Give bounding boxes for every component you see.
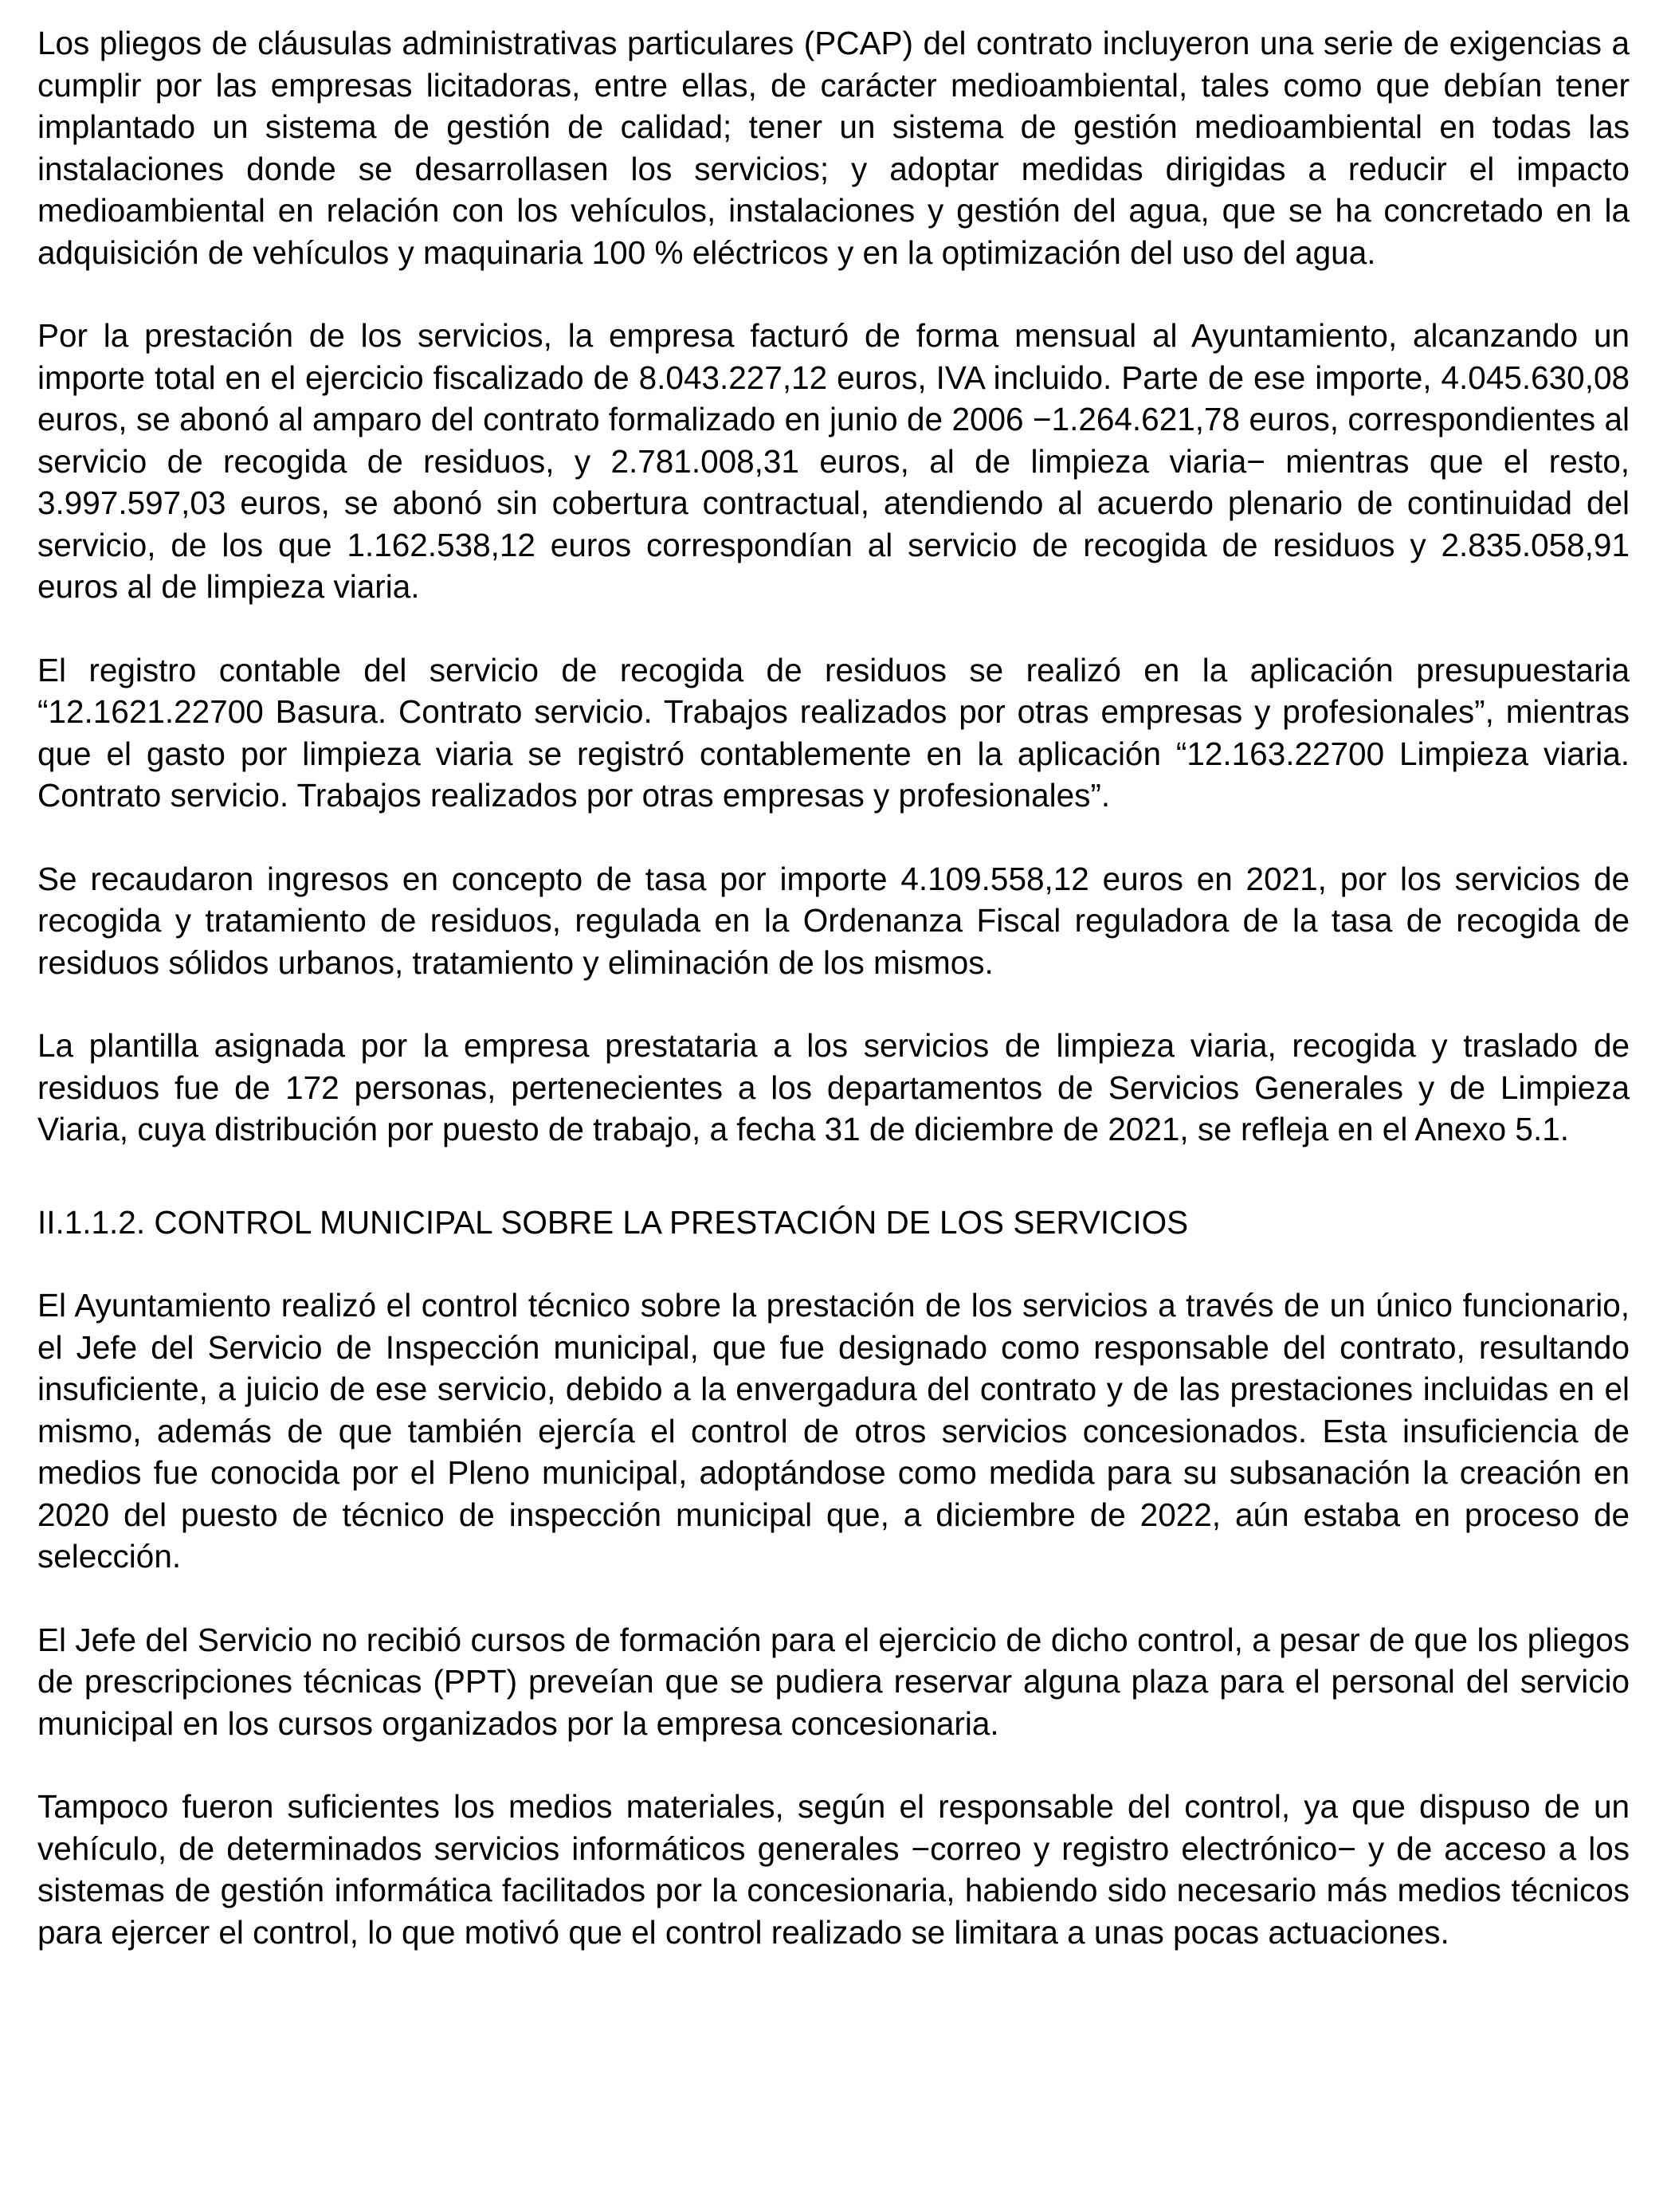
paragraph-material-means: Tampoco fueron suficientes los medios materiales, según el responsable del control, ya que dispuso de un vehículo, de determinados servicios informáticos generales −correo y registro electrónico− y de acceso a los sistemas de gestión informática facilitados por la concesionaria, habiendo sido necesario más medios técnicos para ejercer el control, lo que motivó que el control realizado se limitara a unas pocas actuaciones. [37, 1788, 1630, 1951]
paragraph-accounting-record: El registro contable del servicio de recogida de residuos se realizó en la aplicación presupuestaria “12.1621.22700 Basura. Contrato servicio. Trabajos realizados por otras empresas y profesionales”, mientras que el gasto por limpieza viaria se registró contablemente en la aplicación “12.163.22700 Limpieza viaria. Contrato servicio. Trabajos realizados por otras empresas y profesionales”. [37, 651, 1630, 814]
document-page [37, 22, 1630, 1953]
paragraph-training: El Jefe del Servicio no recibió cursos de formación para el ejercicio de dicho control, a pesar de que los pliegos de prescripciones técnicas (PPT) preveían que se pudiera reservar alguna plaza para el personal del servicio municipal en los cursos organizados por la empresa concesionaria. [37, 1621, 1630, 1742]
paragraph-technical-control: El Ayuntamiento realizó el control técnico sobre la prestación de los servicios a través de un único funcionario, el Jefe del Servicio de Inspección municipal, que fue designado como responsable del contrato, resultando insuficiente, a juicio de ese servicio, debido a la envergadura del contrato y de las prestaciones incluidas en el mismo, además de que también ejercía el control de otros servicios concesionados. Esta insuficiencia de medios fue conocida por el Pleno municipal, adoptándose como medida para su subsanación la creación en 2020 del puesto de técnico de inspección municipal que, a diciembre de 2022, aún estaba en proceso de selección. [37, 1287, 1630, 1575]
paragraph-billing: Por la prestación de los servicios, la empresa facturó de forma mensual al Ayuntamiento, alcanzando un importe total en el ejercicio fiscalizado de 8.043.227,12 euros, IVA incluido. Parte de ese importe, 4.045.630,08 euros, se abonó al amparo del contrato formalizado en junio de 2006 −1.264.621,78 euros, correspondientes al servicio de recogida de residuos, y 2.781.008,31 euros, al de limpieza viaria− mientras que el resto, 3.997.597,03 euros, se abonó sin cobertura contractual, atendiendo al acuerdo plenario de continuidad del servicio, de los que 1.162.538,12 euros correspondían al servicio de recogida de residuos y 2.835.058,91 euros al de limpieza viaria. [37, 317, 1630, 605]
paragraph-tax-revenue: Se recaudaron ingresos en concepto de tasa por importe 4.109.558,12 euros en 2021, por los servicios de recogida y tratamiento de residuos, regulada en la Ordenanza Fiscal reguladora de la tasa de recogida de residuos sólidos urbanos, tratamiento y eliminación de los mismos. [37, 860, 1630, 981]
paragraph-staff: La plantilla asignada por la empresa prestataria a los servicios de limpieza viaria, recogida y traslado de residuos fue de 172 personas, pertenecientes a los departamentos de Servicios Generales y de Limpieza Viaria, cuya distribución por puesto de trabajo, a fecha 31 de diciembre de 2021, se refleja en el Anexo 5.1. [37, 1027, 1630, 1147]
paragraph-pcap-requirements: Los pliegos de cláusulas administrativas particulares (PCAP) del contrato incluyeron una serie de exigencias a cumplir por las empresas licitadoras, entre ellas, de carácter medioambiental, tales como que debían tener implantado un sistema de gestión de calidad; tener un sistema de gestión medioambiental en todas las instalaciones donde se desarrollasen los servicios; y adoptar medidas dirigidas a reducir el impacto medioambiental en relación con los vehículos, instalaciones y gestión del agua, que se ha concretado en la adquisición de vehículos y maquinaria 100 % eléctricos y en la optimización del uso del agua. [37, 25, 1630, 271]
section-heading: II.1.1.2. CONTROL MUNICIPAL SOBRE LA PRESTACIÓN DE LOS SERVICIOS [37, 1203, 1189, 1241]
